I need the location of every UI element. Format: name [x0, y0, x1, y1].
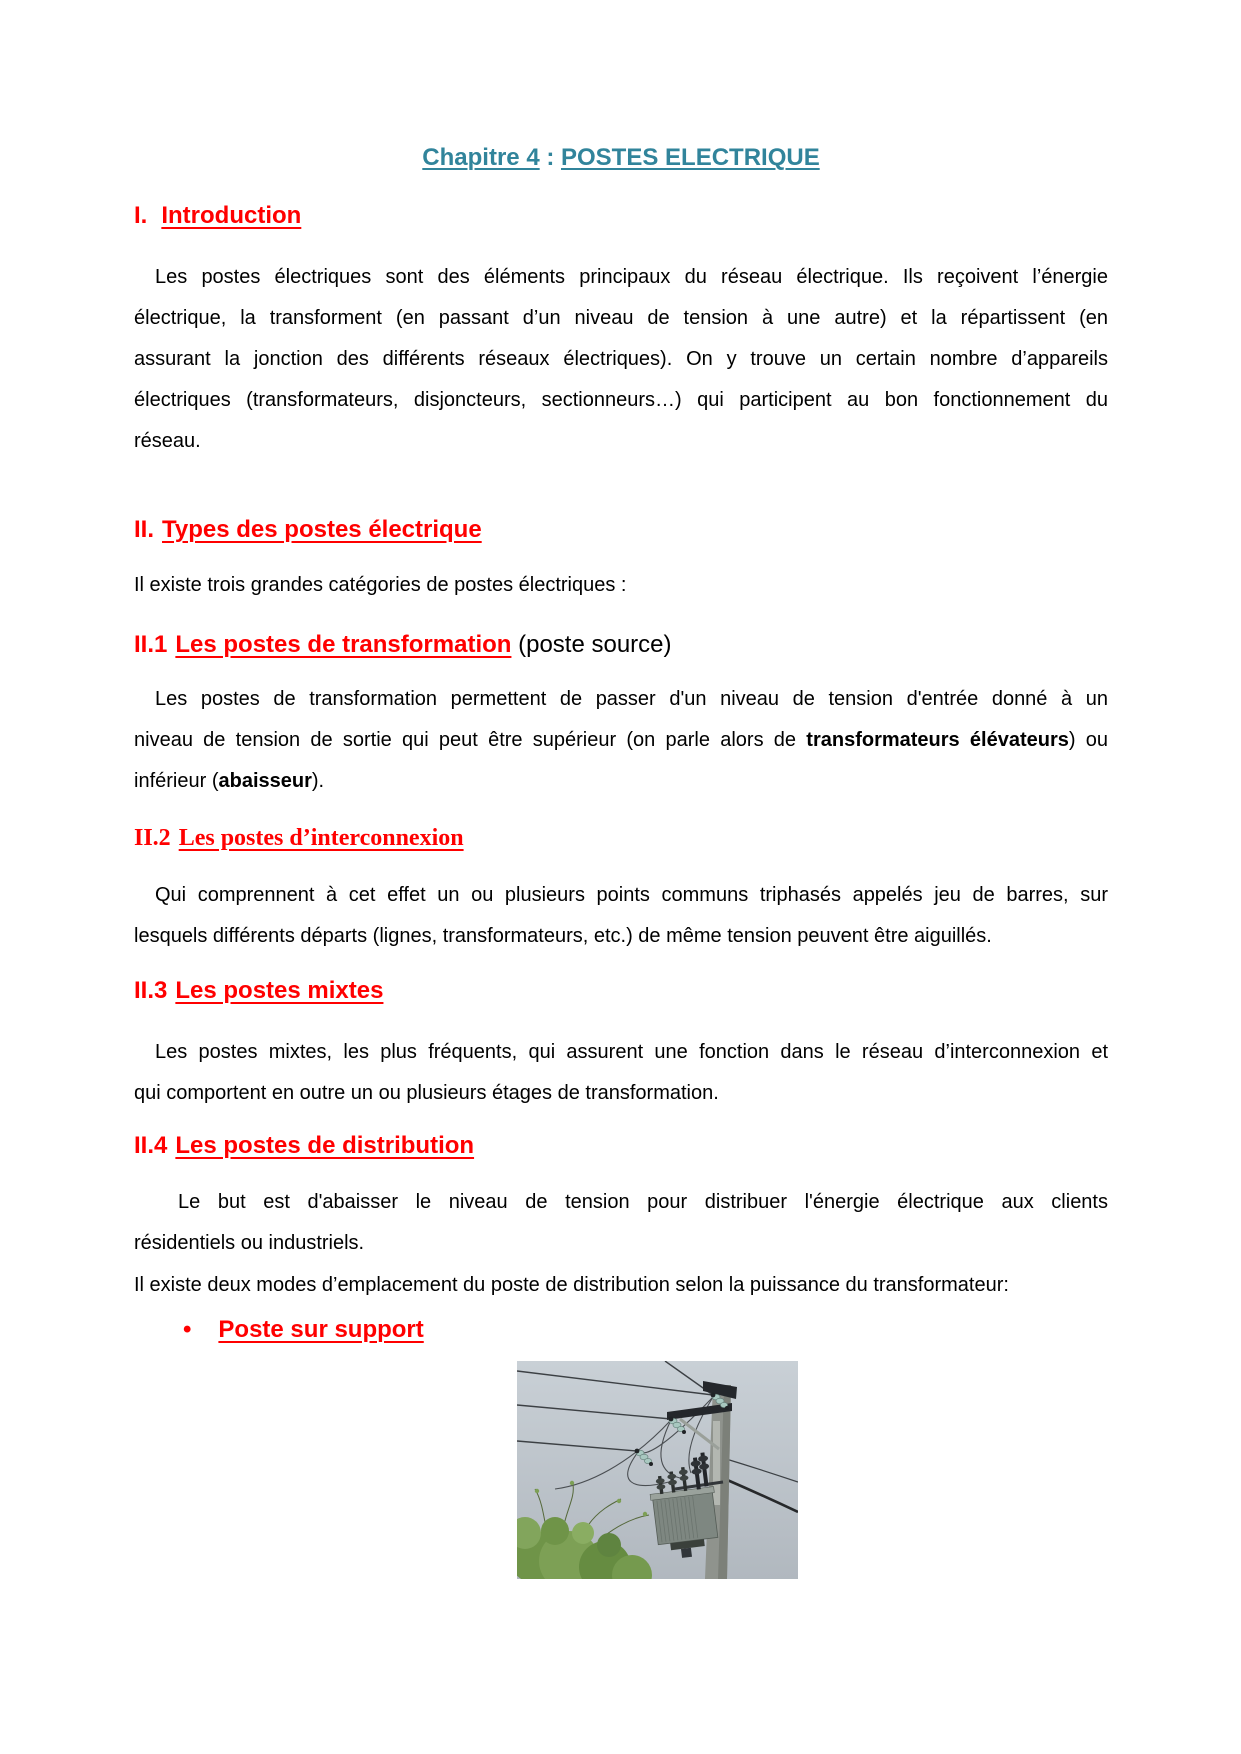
paragraph-line: Les postes électriques sont des éléments principaux du réseau électrique. Ils reçoivent l’énergie: [155, 266, 1108, 288]
text-line-modes-emplacement: Il existe deux modes d’emplacement du poste de distribution selon la puissance du transformateur:: [134, 1274, 1009, 1296]
paragraph-line: réseau.: [134, 430, 201, 452]
heading-number: II.2: [134, 825, 171, 851]
heading-introduction: [134, 201, 1108, 231]
heading-label: Introduction: [161, 202, 302, 229]
paragraph-line: résidentiels ou industriels.: [134, 1232, 365, 1254]
photo-pole-mounted-transformer: [517, 1361, 798, 1579]
paragraph-introduction: [134, 257, 1108, 462]
paragraph-line: électriques (transformateurs, disjoncteurs, sectionneurs…) qui participent au bon fonctionnement du: [134, 389, 1108, 411]
heading-postes-mixtes: [134, 976, 1108, 1006]
chapter-title-separator: :: [539, 144, 561, 171]
paragraph-line: Les postes de transformation permettent de passer d'un niveau de tension d'entrée donné à un: [155, 688, 1108, 710]
bullet-item-poste-sur-support: [134, 1315, 1108, 1345]
heading-label: Les postes de distribution: [175, 1132, 475, 1159]
paragraph-line: Qui comprennent à cet effet un ou plusieurs points communs triphasés appelés jeu de barres, sur: [155, 884, 1108, 906]
paragraph-postes-de-distribution: [134, 1182, 1108, 1264]
chapter-title: [134, 141, 1108, 174]
paragraph-line: niveau de tension de sortie qui peut être supérieur (on parle alors de transformateurs élévateurs) ou: [134, 729, 1109, 751]
text-line-categories: Il existe trois grandes catégories de postes électriques :: [134, 574, 627, 596]
heading-number: II.4: [134, 1132, 168, 1159]
paragraph-line: Les postes mixtes, les plus fréquents, qui assurent une fonction dans le réseau d’interconnexion et: [155, 1041, 1108, 1063]
paragraph-postes-interconnexion: [134, 875, 1108, 957]
heading-number: II.: [134, 516, 155, 543]
bullet-label: Poste sur support: [218, 1316, 424, 1343]
paragraph-line: qui comportent en outre un ou plusieurs étages de transformation.: [134, 1082, 719, 1104]
heading-label: Les postes d’interconnexion: [178, 825, 464, 851]
heading-number: II.3: [134, 977, 168, 1004]
heading-label: Les postes de transformation: [175, 631, 512, 658]
heading-postes-de-transformation: [134, 630, 1108, 660]
paragraph-postes-mixtes: [134, 1032, 1108, 1114]
paragraph-line: électrique, la transforment (en passant d’un niveau de tension à une autre) et la répartissent (en: [134, 307, 1108, 329]
heading-label: Types des postes électrique: [162, 516, 482, 543]
heading-number: II.1: [134, 631, 168, 658]
heading-number: I.: [134, 202, 148, 229]
paragraph-line: assurant la jonction des différents réseaux électriques). On y trouve un certain nombre d’appareils: [134, 348, 1108, 370]
heading-label: Les postes mixtes: [175, 977, 384, 1004]
heading-postes-de-distribution: [134, 1131, 1108, 1161]
heading-suffix: (poste source): [511, 631, 672, 658]
heading-types-des-postes: [134, 515, 1108, 545]
paragraph-line: Le but est d'abaisser le niveau de tension pour distribuer l'énergie électrique aux clients: [178, 1191, 1108, 1213]
chapter-title-text: POSTES ELECTRIQUE: [561, 144, 820, 171]
paragraph-line: lesquels différents départs (lignes, transformateurs, etc.) de même tension peuvent être aiguillés.: [134, 925, 992, 947]
paragraph-line: inférieur (abaisseur).: [134, 770, 325, 792]
chapter-title-number: Chapitre 4: [422, 144, 540, 171]
bullet-marker: •: [183, 1316, 192, 1343]
paragraph-postes-de-transformation: [134, 679, 1108, 802]
heading-postes-interconnexion: [134, 823, 1108, 853]
